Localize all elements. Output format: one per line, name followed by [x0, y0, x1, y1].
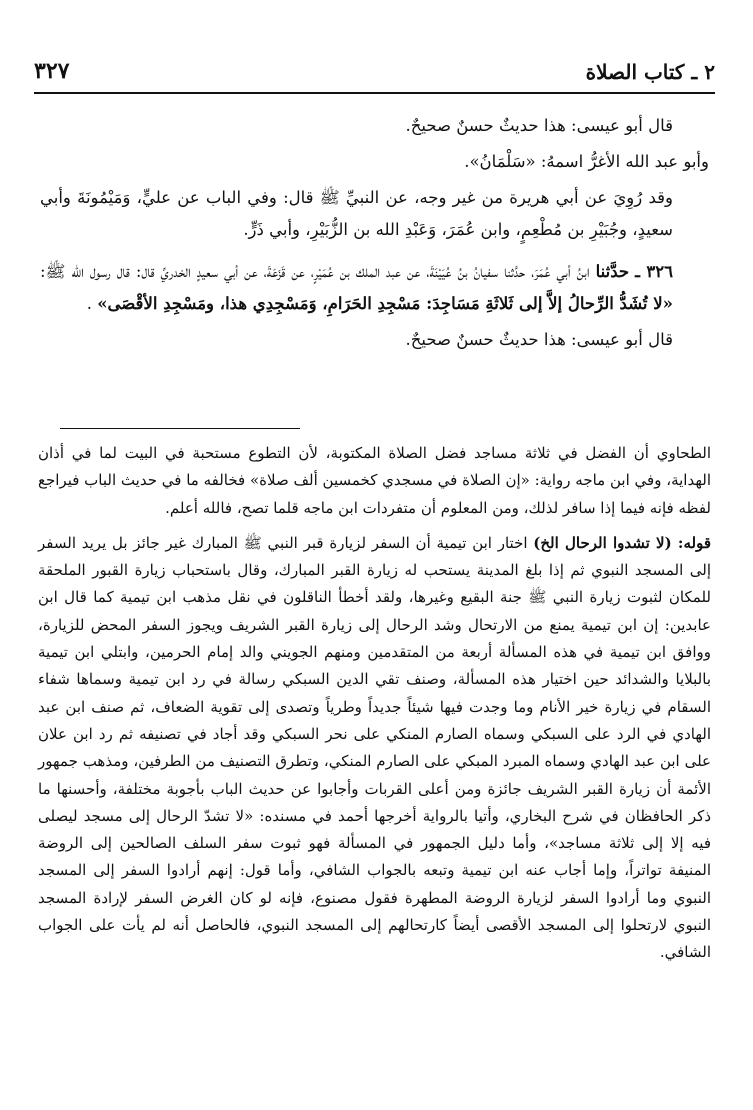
- commentary: [38, 440, 711, 975]
- footnote-divider: [60, 428, 300, 429]
- page-header: [34, 56, 715, 94]
- main-text: [40, 110, 709, 366]
- commentary-lemma: قوله: (لا تشدوا الرحال الخ): [533, 533, 711, 552]
- chapter-note-paragraph: وقد رُوِيَ عن أبي هريرة من غير وجه، عن النبيِّ ﷺ قال: وفي الباب عن عليٍّ، وَمَيْمُونَةَ وأبي سعيدٍ، وجُبَيْرِ بن مُطْعِمٍ، وابن عُمَرَ، وَعَبْدِ الله بن الزُّبَيْرِ، وأبي ذَرٍّ.: [40, 188, 673, 239]
- commentary-paragraph-2: [38, 530, 711, 967]
- page-number: ٣٢٧: [34, 58, 70, 84]
- hadith-matn: «لا تُشَدُّ الرِّحالُ إلاَّ إلى ثَلاثَةِ مَسَاجِدَ: مَسْجِدِ الحَرَامِ، وَمَسْجِدِي هذا، ومَسْجِدِ الأقْصَى»: [97, 294, 673, 313]
- final-grading-paragraph: قال أبو عيسى: هذا حديثٌ حسنٌ صحيحٌ.: [405, 330, 673, 349]
- hadith-end: .: [86, 294, 98, 313]
- hadith-opening: حدَّثنا: [595, 262, 630, 281]
- commentary-paragraph-1: الطحاوي أن الفضل في ثلاثة مساجد فضل الصلاة المكتوبة، لأن التطوع مستحبة في البيت لما في أذان الهداية، وفي ابن ماجه رواية: «إن الصلاة في مسجدي كخمسين ألف صلاة» فخالفه ما في حديث الباب فيراجع لفظه فإنه فيما إذا سافر لذلك، ومن المعلوم أن متفردات ابن ماجه قلما تصح، فالله أعلم.: [38, 444, 711, 517]
- commentary-body: اختار ابن تيمية أن السفر لزيارة قبر النبي ﷺ المبارك غير جائز بل يريد السفر إلى المسجد النبوي ثم إذا بلغ المدينة يستحب له زيارة القبر المبارك، وقال باستحباب زيارة القبور الملحقة للمكان لثبوت زيارة النبي ﷺ جنة البقيع وغيرها، ولقد أخطأ الناقلون في نقل مذهب ابن تيمية كما قال ابن عابدين: إن ابن تيمية يمنع من الارتحال وشد الرحال إلى زيارة القبر الشريف ويجوز السفر المحض للزيارة، ووافق ابن تيمية في هذه المسألة أربعة من المتقدمين ومنهم الجويني والد إمام الحرمين، وابتلي ابن تيمية بالبلايا والشدائد حين اختيار هذه المسألة، وصنف تقي الدين السبكي رسالة في رد ابن تيمية وسماها شفاء السقام في زيارة خير الأنام وما وجدت فيها شيئاً جديداً وطرياً وتصدى إلى تقوية الضعاف، ثم صنف ابن عبد الهادي في الرد على السبكي وسماه الصارم المنكي على نحر السبكي وقد أجاد في تصنيفه ثم رد ابن علان على ابن عبد الهادي وسماه المبرد المبكي على الصارم المنكي، وتطرق التصنيف من الطرفين، ومذهب جمهور الأئمة أن زيارة القبر الشريف جائزة ومن أعلى القربات وأجابوا عن حديث الباب بأجوبة مختلفة، وأحسنها ما ذكر الحافظان في شرح البخاري، وأتيا بالرواية أخرجها أحمد في مسنده: «لا تشدّ الرحال إلى مسجد ليصلى فيه إلا إلى ثلاثة مساجد»، وأما دليل الجمهور في المسألة فهو ثبوت سفر السلف الصالحين إلى الروضة المنيفة تواتراً، وإما أجاب عنه ابن تيمية وتبعه بالجواب الشافي، وأما قول: إنهم أرادوا السفر إلى المسجد النبوي وما أرادوا السفر لزيارة الروضة المطهرة فقول مصنوع، فإنه لو كان الغرض السفر لإرادة المسجد النبوي لارتحلوا إلى المسجد الأقصى أيضاً كارتحالهم إلى المسجد النبوي، فالحاصل أنه لم يأت على الجواب الشافي.: [38, 533, 711, 962]
- running-title: ٢ ـ كتاب الصلاة: [585, 60, 715, 84]
- narrator-name-paragraph: وأبو عبد الله الأغرُّ اسمهُ: «سَلْمَانُ».: [464, 152, 709, 171]
- hadith-isnad: ابنُ أبي عُمَرَ، حدَّثنا سفيانُ بنُ عُيَيْنَةَ، عن عبد الملك بن عُمَيْرٍ، عن قَزَعَةَ، عن أبي سعيدٍ الخدريِّ قال: قال رسول الله ﷺ:: [40, 262, 596, 281]
- hadith-paragraph: [40, 256, 709, 320]
- grading-paragraph: قال أبو عيسى: هذا حديثٌ حسنٌ صحيحٌ.: [405, 116, 673, 135]
- hadith-number: ٣٢٦ ـ: [635, 262, 674, 281]
